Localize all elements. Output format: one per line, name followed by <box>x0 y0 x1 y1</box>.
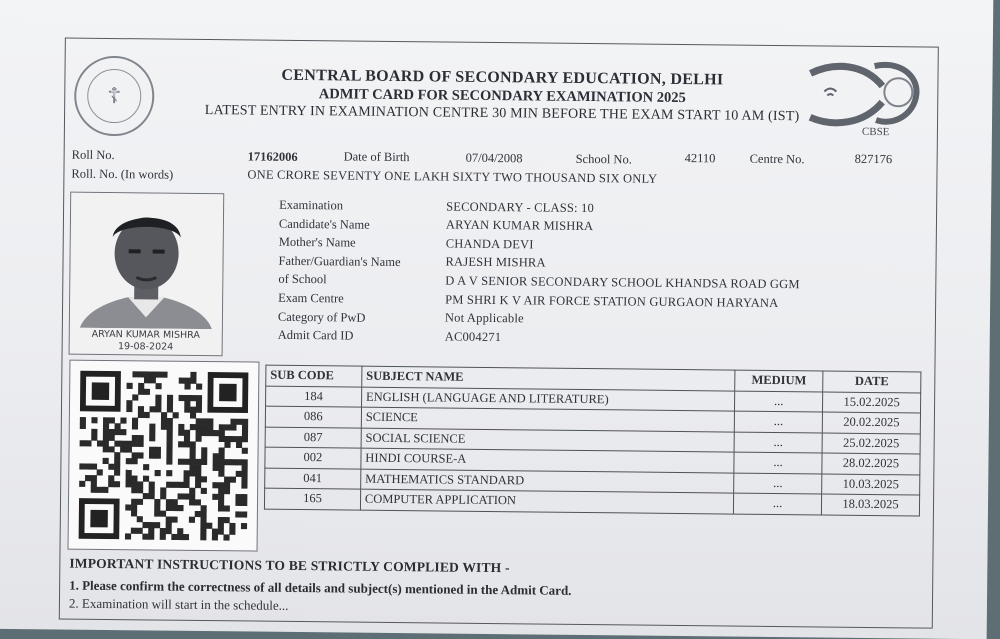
instruction-item-2: 2. Examination will start in the schedule... <box>68 595 289 613</box>
medium-cell: ... <box>734 432 822 453</box>
medium-cell: ... <box>735 391 823 412</box>
sub-code-cell: 184 <box>266 386 362 408</box>
detail-label: of School <box>278 272 327 287</box>
centre-no-label: Centre No. <box>749 151 805 167</box>
subject-name-cell: MATHEMATICS STANDARD <box>361 469 734 493</box>
detail-value: RAJESH MISHRA <box>445 254 546 270</box>
detail-label: Examination <box>279 197 344 213</box>
roll-no-label: Roll No. <box>71 147 115 163</box>
centre-no-value: 827176 <box>854 151 893 167</box>
medium-cell: ... <box>734 493 822 514</box>
dob-label: Date of Birth <box>343 149 410 165</box>
detail-value: CHANDA DEVI <box>445 236 534 252</box>
roll-words-value: ONE CRORE SEVENTY ONE LAKH SIXTY TWO THOUSAND SIX ONLY <box>247 167 658 186</box>
detail-value: Not Applicable <box>444 310 524 326</box>
latest-entry-note: LATEST ENTRY IN EXAMINATION CENTRE 30 MIN BEFORE THE EXAM START 10 AM (IST) <box>204 103 800 125</box>
detail-value: AC004271 <box>444 329 502 344</box>
board-title: CENTRAL BOARD OF SECONDARY EDUCATION, DELHI <box>281 66 724 89</box>
qr-code <box>68 360 260 552</box>
header-sub-code: SUB CODE <box>266 365 362 387</box>
medium-cell: ... <box>734 473 822 494</box>
candidate-photo <box>69 192 225 357</box>
cbse-logo-icon <box>804 55 925 139</box>
photo-name: ARYAN KUMAR MISHRA <box>91 328 200 341</box>
date-cell: 20.02.2025 <box>822 412 920 434</box>
medium-cell: ... <box>734 411 822 432</box>
subject-table <box>264 365 921 516</box>
detail-label: Mother's Name <box>278 234 356 250</box>
medium-cell: ... <box>734 452 822 473</box>
sub-code-cell: 086 <box>265 406 361 428</box>
detail-label: Category of PwD <box>277 309 366 325</box>
detail-label: Admit Card ID <box>277 327 354 343</box>
detail-label: Candidate's Name <box>278 216 370 232</box>
logo-caption: CBSE <box>861 125 890 139</box>
detail-label: Father/Guardian's Name <box>278 253 401 269</box>
date-cell: 25.02.2025 <box>822 432 920 454</box>
detail-value: PM SHRI K V AIR FORCE STATION GURGAON HARYANA <box>445 292 779 310</box>
school-no-label: School No. <box>575 151 632 167</box>
photo-date: 19-08-2024 <box>117 341 174 353</box>
sub-code-cell: 041 <box>265 468 361 490</box>
cbse-seal-icon: ☦ <box>74 56 155 137</box>
detail-value: ARYAN KUMAR MISHRA <box>445 217 594 234</box>
date-cell: 10.03.2025 <box>822 473 920 495</box>
instruction-item-1: 1. Please confirm the correctness of all details and subject(s) mentioned in the Admit Card. <box>69 577 572 598</box>
sub-code-cell: 002 <box>265 447 361 469</box>
detail-label: Exam Centre <box>278 290 344 306</box>
roll-no-value: 17162006 <box>247 149 298 164</box>
subject-name-cell: COMPUTER APPLICATION <box>360 489 733 513</box>
roll-words-label: Roll. No. (In words) <box>71 166 174 182</box>
dob-value: 07/04/2008 <box>465 150 523 166</box>
date-cell: 18.03.2025 <box>821 494 919 516</box>
detail-value: D A V SENIOR SECONDARY SCHOOL KHANDSA ROAD GGM <box>445 273 800 292</box>
instructions-heading: IMPORTANT INSTRUCTIONS TO BE STRICTLY COMPLIED WITH - <box>69 555 510 576</box>
subject-name-cell: ENGLISH (LANGUAGE AND LITERATURE) <box>361 387 734 411</box>
subject-name-cell: SOCIAL SCIENCE <box>361 428 734 452</box>
subject-name-cell: SCIENCE <box>361 407 734 431</box>
header-subject-name: SUBJECT NAME <box>362 366 735 390</box>
detail-value: SECONDARY - CLASS: 10 <box>446 199 595 215</box>
date-cell: 15.02.2025 <box>823 391 921 413</box>
admit-card-title: ADMIT CARD FOR SECONDARY EXAMINATION 2025 <box>318 86 686 107</box>
sub-code-cell: 087 <box>265 427 361 449</box>
sub-code-cell: 165 <box>264 488 360 510</box>
header-date: DATE <box>823 371 921 393</box>
header-medium: MEDIUM <box>735 370 823 391</box>
school-no-value: 42110 <box>684 151 716 166</box>
date-cell: 28.02.2025 <box>822 453 920 475</box>
subject-name-cell: HINDI COURSE-A <box>361 448 734 472</box>
